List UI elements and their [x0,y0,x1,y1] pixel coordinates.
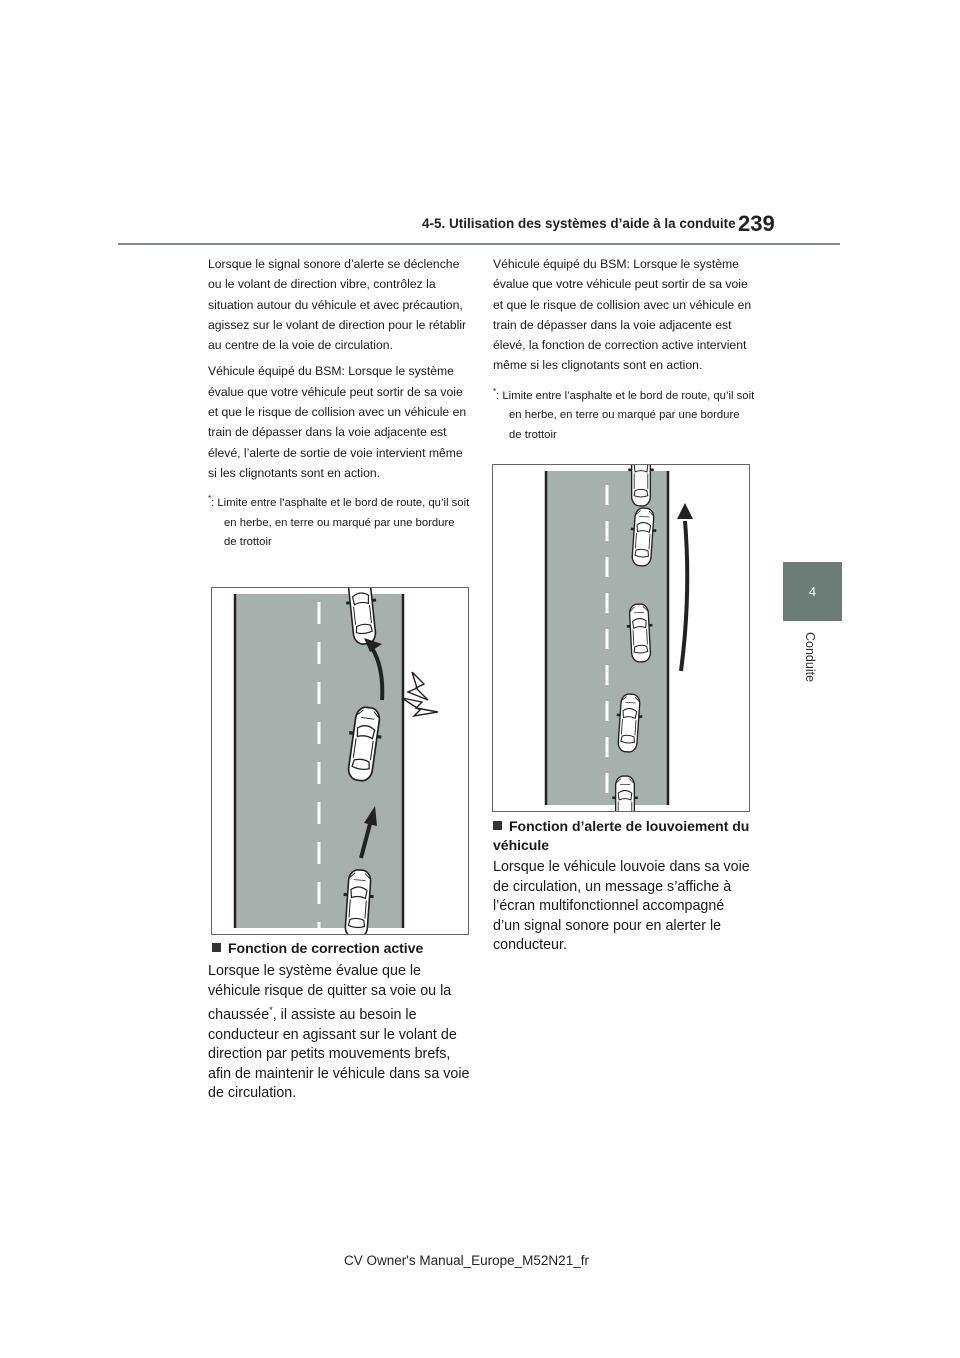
heading-text: Fonction d’alerte de louvoiement du véhicule [493,818,750,853]
left-column [208,254,470,553]
section-heading [493,817,755,855]
chapter-number: 4 [808,584,817,599]
right-column [493,254,755,445]
curve-arrow-icon [681,521,687,671]
square-bullet-icon [493,821,502,830]
lane-sway-illustration [492,464,750,812]
car-icon [628,465,654,506]
paragraph: Véhicule équipé du BSM: Lorsque le système évalue que votre véhicule peut sortir de sa voie et que le risque de collision avec un véhicule en train de dépasser dans la voie adjacente est élevé, l’alerte de sortie de voie intervient même si les clignotants sont en action. [208,364,467,480]
body-text: , il assiste au besoin le conducteur en agissant sur le volant de direction par petits mouvements brefs, afin de maintenir le véhicule dans sa voie de circulation. [208,1006,470,1102]
section-body [208,962,470,1104]
chapter-tab [783,562,842,621]
vibration-zigzag-icon [408,672,428,700]
section-body: Lorsque le véhicule louvoie dans sa voie de circulation, un message s’affiche à l’écran multifonctionnel accompagné d’un signal sonore pour en alerter le conducteur. [493,859,750,954]
footer-manual-id: CV Owner's Manual_Europe_M52N21_fr [344,1253,589,1268]
section-title: 4-5. Utilisation des systèmes d’aide à la conduite [422,216,736,231]
footnote-marker: * [493,386,497,396]
paragraph: Lorsque le signal sonore d’alerte se déclenche ou le volant de direction vibre, contrôlez la situation autour du véhicule et avec précaution, agissez sur le volant de direction pour le rétablir au centre de la voie de circulation. [208,257,467,353]
header-divider [118,243,840,245]
vibration-zigzag-icon [402,698,438,716]
footnote-marker: * [269,1005,273,1016]
square-bullet-icon [212,943,221,952]
chapter-label: Conduite [803,632,817,683]
section-heading [212,939,423,958]
page-number: 239 [738,211,775,236]
car-icon [612,776,638,811]
lane-diagram [212,588,468,934]
footnote-text: : Limite entre l’asphalte et le bord de route, qu’il soit en herbe, en terre ou marqué par une bordure de trottoir [211,497,470,549]
footnote-marker: * [208,494,212,504]
arrowhead-icon [677,503,693,519]
paragraph: Véhicule équipé du BSM: Lorsque le système évalue que votre véhicule peut sortir de sa voie et que le risque de collision avec un véhicule en train de dépasser dans la voie adjacente est élevé, la fonction de correction active intervient même si les clignotants sont en action. [493,257,752,373]
body-text: Lorsque le système évalue que le véhicule risque de quitter sa voie ou la chaussée [208,963,452,1023]
footnote-text: : Limite entre l’asphalte et le bord de route, qu’il soit en herbe, en terre ou marqué par une bordure de trottoir [496,389,755,441]
heading-text: Fonction de correction active [228,940,424,956]
active-correction-illustration [211,587,469,935]
lane-diagram [493,465,749,811]
footnote [208,489,470,553]
footnote [493,382,755,446]
